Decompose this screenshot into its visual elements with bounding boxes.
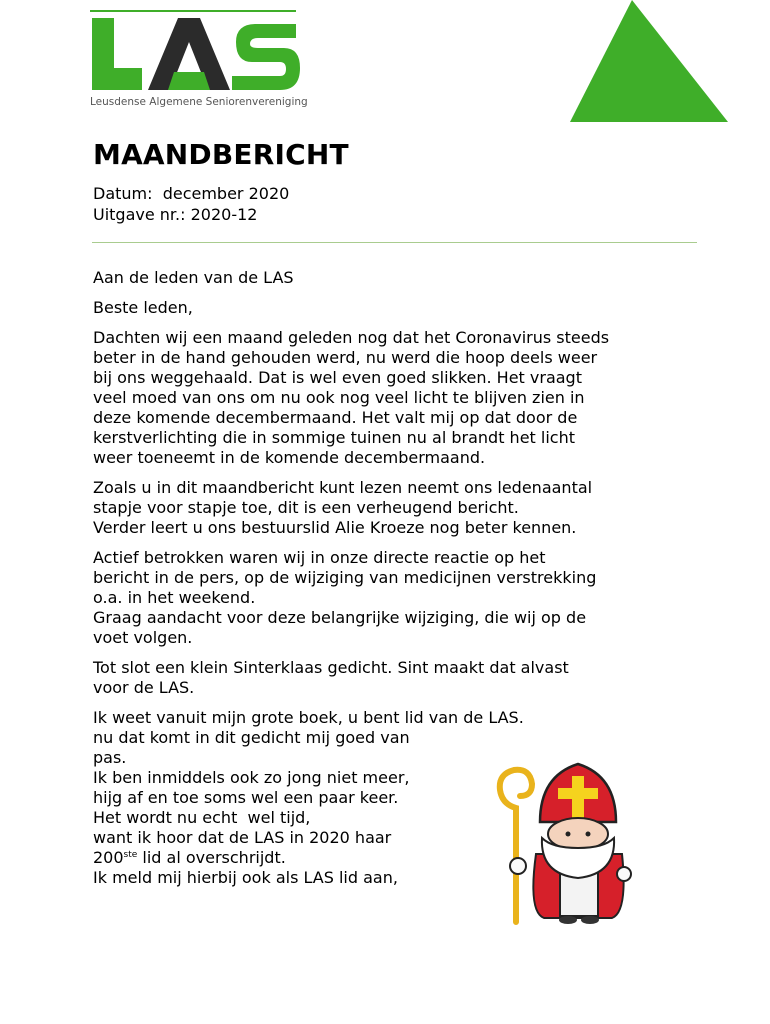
page-title: MAANDBERICHT (93, 138, 349, 171)
poem-line: Ik weet vanuit mijn grote boek, u bent lid van de LAS. (93, 708, 524, 727)
green-triangle-decoration (570, 0, 730, 124)
issue-line: Uitgave nr.: 2020-12 (93, 205, 258, 224)
paragraph-members: Zoals u in dit maandbericht kunt lezen neemt ons ledenaantal stapje voor stapje toe, dit is een verheugend bericht. Verder leert u ons bestuurslid Alie Kroeze nog beter kennen. (93, 478, 593, 537)
salutation: Beste leden, (93, 298, 193, 317)
logo-subtitle: Leusdense Algemene Seniorenvereniging (90, 96, 308, 108)
poem-line: pas. (93, 748, 127, 767)
poem-number: 200 (93, 848, 124, 867)
poem-line: Ik ben inmiddels ook zo jong niet meer, (93, 768, 410, 787)
divider (92, 242, 697, 243)
sinterklaas-illustration (488, 762, 634, 926)
paragraph-poem-intro: Tot slot een klein Sinterklaas gedicht. Sint maakt dat alvast voor de LAS. (93, 658, 569, 697)
newsletter-meta (93, 183, 289, 225)
poem-line: nu dat komt in dit gedicht mij goed van (93, 728, 410, 747)
poem-line: hijg af en toe soms wel een paar keer. (93, 788, 399, 807)
poem-line: Ik meld mij hierbij ook als LAS lid aan, (93, 868, 398, 887)
poem-line-rest: lid al overschrijdt. (137, 848, 286, 867)
las-logo-graphic (90, 10, 302, 94)
paragraph-corona: Dachten wij een maand geleden nog dat het Coronavirus steeds beter in de hand gehouden werd, nu werd die hoop deels weer bij ons weggehaald. Dat is wel even goed slikken. Het vraagt veel moed van ons om nu ook nog veel licht te blijven zien in deze komende decembermaand. Het valt mij op dat door de kerstverlichting die in sommige tuinen nu al brandt het licht weer toeneemt in de komende decembermaand. (93, 328, 610, 467)
poem-line: want ik hoor dat de LAS in 2020 haar (93, 828, 392, 847)
salutation-recipient: Aan de leden van de LAS (93, 268, 294, 287)
poem-line: Het wordt nu echt wel tijd, (93, 808, 311, 827)
poem-ordinal-suffix: ste (123, 850, 138, 860)
date-line: Datum: december 2020 (93, 184, 290, 203)
paragraph-medication: Actief betrokken waren wij in onze directe reactie op het bericht in de pers, op de wijziging van medicijnen verstrekking o.a. in het weekend. Graag aandacht voor deze belangrijke wijziging, die wij op de voet volgen. (93, 548, 597, 647)
las-logo (90, 10, 308, 112)
